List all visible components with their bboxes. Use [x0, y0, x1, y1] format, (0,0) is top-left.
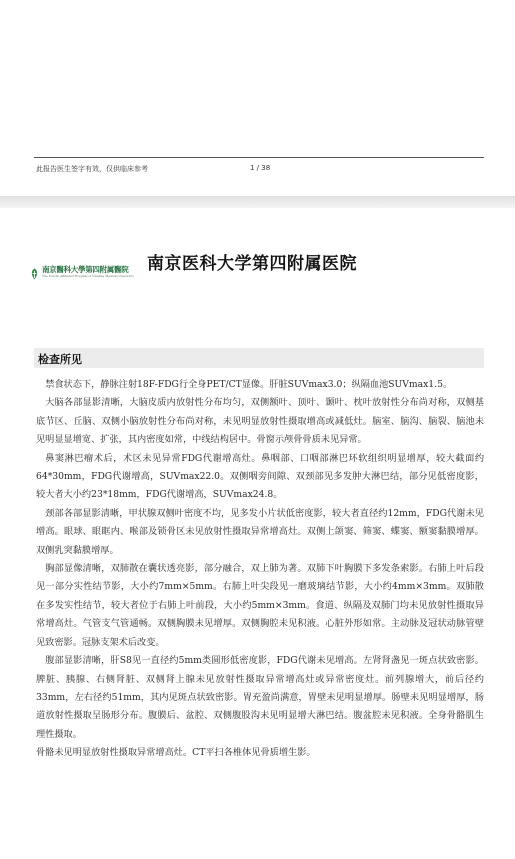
logo-chinese-name: 南京醫科大學第四附属醫院 [42, 264, 129, 274]
finding-paragraph: 禁食状态下，静脉注射18F-FDG行全身PET/CT显像。肝脏SUVmax3.0；纵隔血池SUVmax1.5。 [45, 379, 453, 390]
report-page [0, 208, 515, 859]
previous-page [0, 0, 515, 196]
logo-english-name: The Fourth Affiliated Hospital of Nanjing Medical University [42, 273, 135, 278]
finding-paragraph: 胸部显像清晰，双肺散在囊状透亮影，部分融合，双上肺为著。双肺下叶胸膜下多发条索影。右肺上叶后段见一部分实性结节影，大小约7mm×5mm。右肺上叶尖段见一磨玻璃结节影，大小约4mm×3mm。双肺散在多发实性结节，较大者位于右肺上叶前段，大小约5mm×3mm。食道、纵隔及双肺门均未见放射性摄取异常增高灶。气管支气管通畅。双侧胸膜未见增厚。双侧胸腔未见积液。心脏外形如常。主动脉及冠状动脉管壁见致密影。冠脉支架术后改变。 [36, 563, 484, 648]
finding-paragraph: 鼻窦淋巴瘤术后，术区未见异常FDG代谢增高灶。鼻咽部、口咽部淋巴环软组织明显增厚，较大截面约64*30mm，FDG代谢增高，SUVmax22.0。双侧咽旁间隙、双颈部见多发肿大淋巴结，部分见低密度影，较大者大小约23*18mm，FDG代谢增高，SUVmax24.8。 [36, 452, 484, 501]
page-indicator: 1 / 38 [250, 164, 271, 172]
finding-paragraph: 大脑各部显影清晰，大脑皮质内放射性分布均匀，双侧额叶、顶叶、颞叶、枕叶放射性分布尚对称，双侧基底节区、丘脑、双侧小脑放射性分布尚对称，未见明显放射性摄取增高或减低灶。脑室、脑沟、脑裂、脑池未见明显显增宽、扩张，其内密度如常，中线结构居中。骨窗示颅骨骨质未见异常。 [36, 397, 484, 446]
footer-rule [34, 157, 484, 158]
hospital-emblem-icon [30, 265, 39, 277]
hospital-logo [30, 262, 135, 280]
finding-paragraph: 腹部显影清晰，肝S8见一直径约5mm类圆形低密度影，FDG代谢未见增高。左肾肾盏见一斑点状致密影。脾脏、胰腺、右侧肾脏、双侧肾上腺未见放射性摄取异常增高灶或异常密度灶。前列腺增大，前后径约33mm，左右径约51mm，其内见斑点状致密影。胃充盈尚满意，胃壁未见明显增厚。肠壁未见明显增厚，肠道放射性摄取呈肠形分布。腹膜后、盆腔、双侧腹股沟未见明显增大淋巴结。腹盆腔未见积液。全身骨骼肌生理性摄取。 [36, 655, 484, 740]
footer-disclaimer: 此报告医生签字有效，仅供临床参考 [36, 165, 148, 173]
logo-text [42, 265, 134, 278]
finding-paragraph: 颈部各部显影清晰，甲状腺双侧叶密度不均，见多发小片状低密度影，较大者直径约12mm，FDG代谢未见增高。眼球、眼眶内、喉部及锁骨区未见放射性摄取异常增高灶。双侧上颌窦、筛窦、蝶窦、额窦黏膜增厚。双侧乳突黏膜增厚。 [36, 507, 484, 556]
findings-body [36, 376, 484, 763]
hospital-name: 南京医科大学第四附属医院 [147, 254, 357, 274]
finding-paragraph: 骨骼未见明显放射性摄取异常增高灶。CT平扫各椎体见骨质增生影。 [36, 747, 316, 759]
page-separator [0, 196, 515, 208]
section-title: 检查所见 [38, 353, 82, 366]
section-header [34, 348, 484, 368]
